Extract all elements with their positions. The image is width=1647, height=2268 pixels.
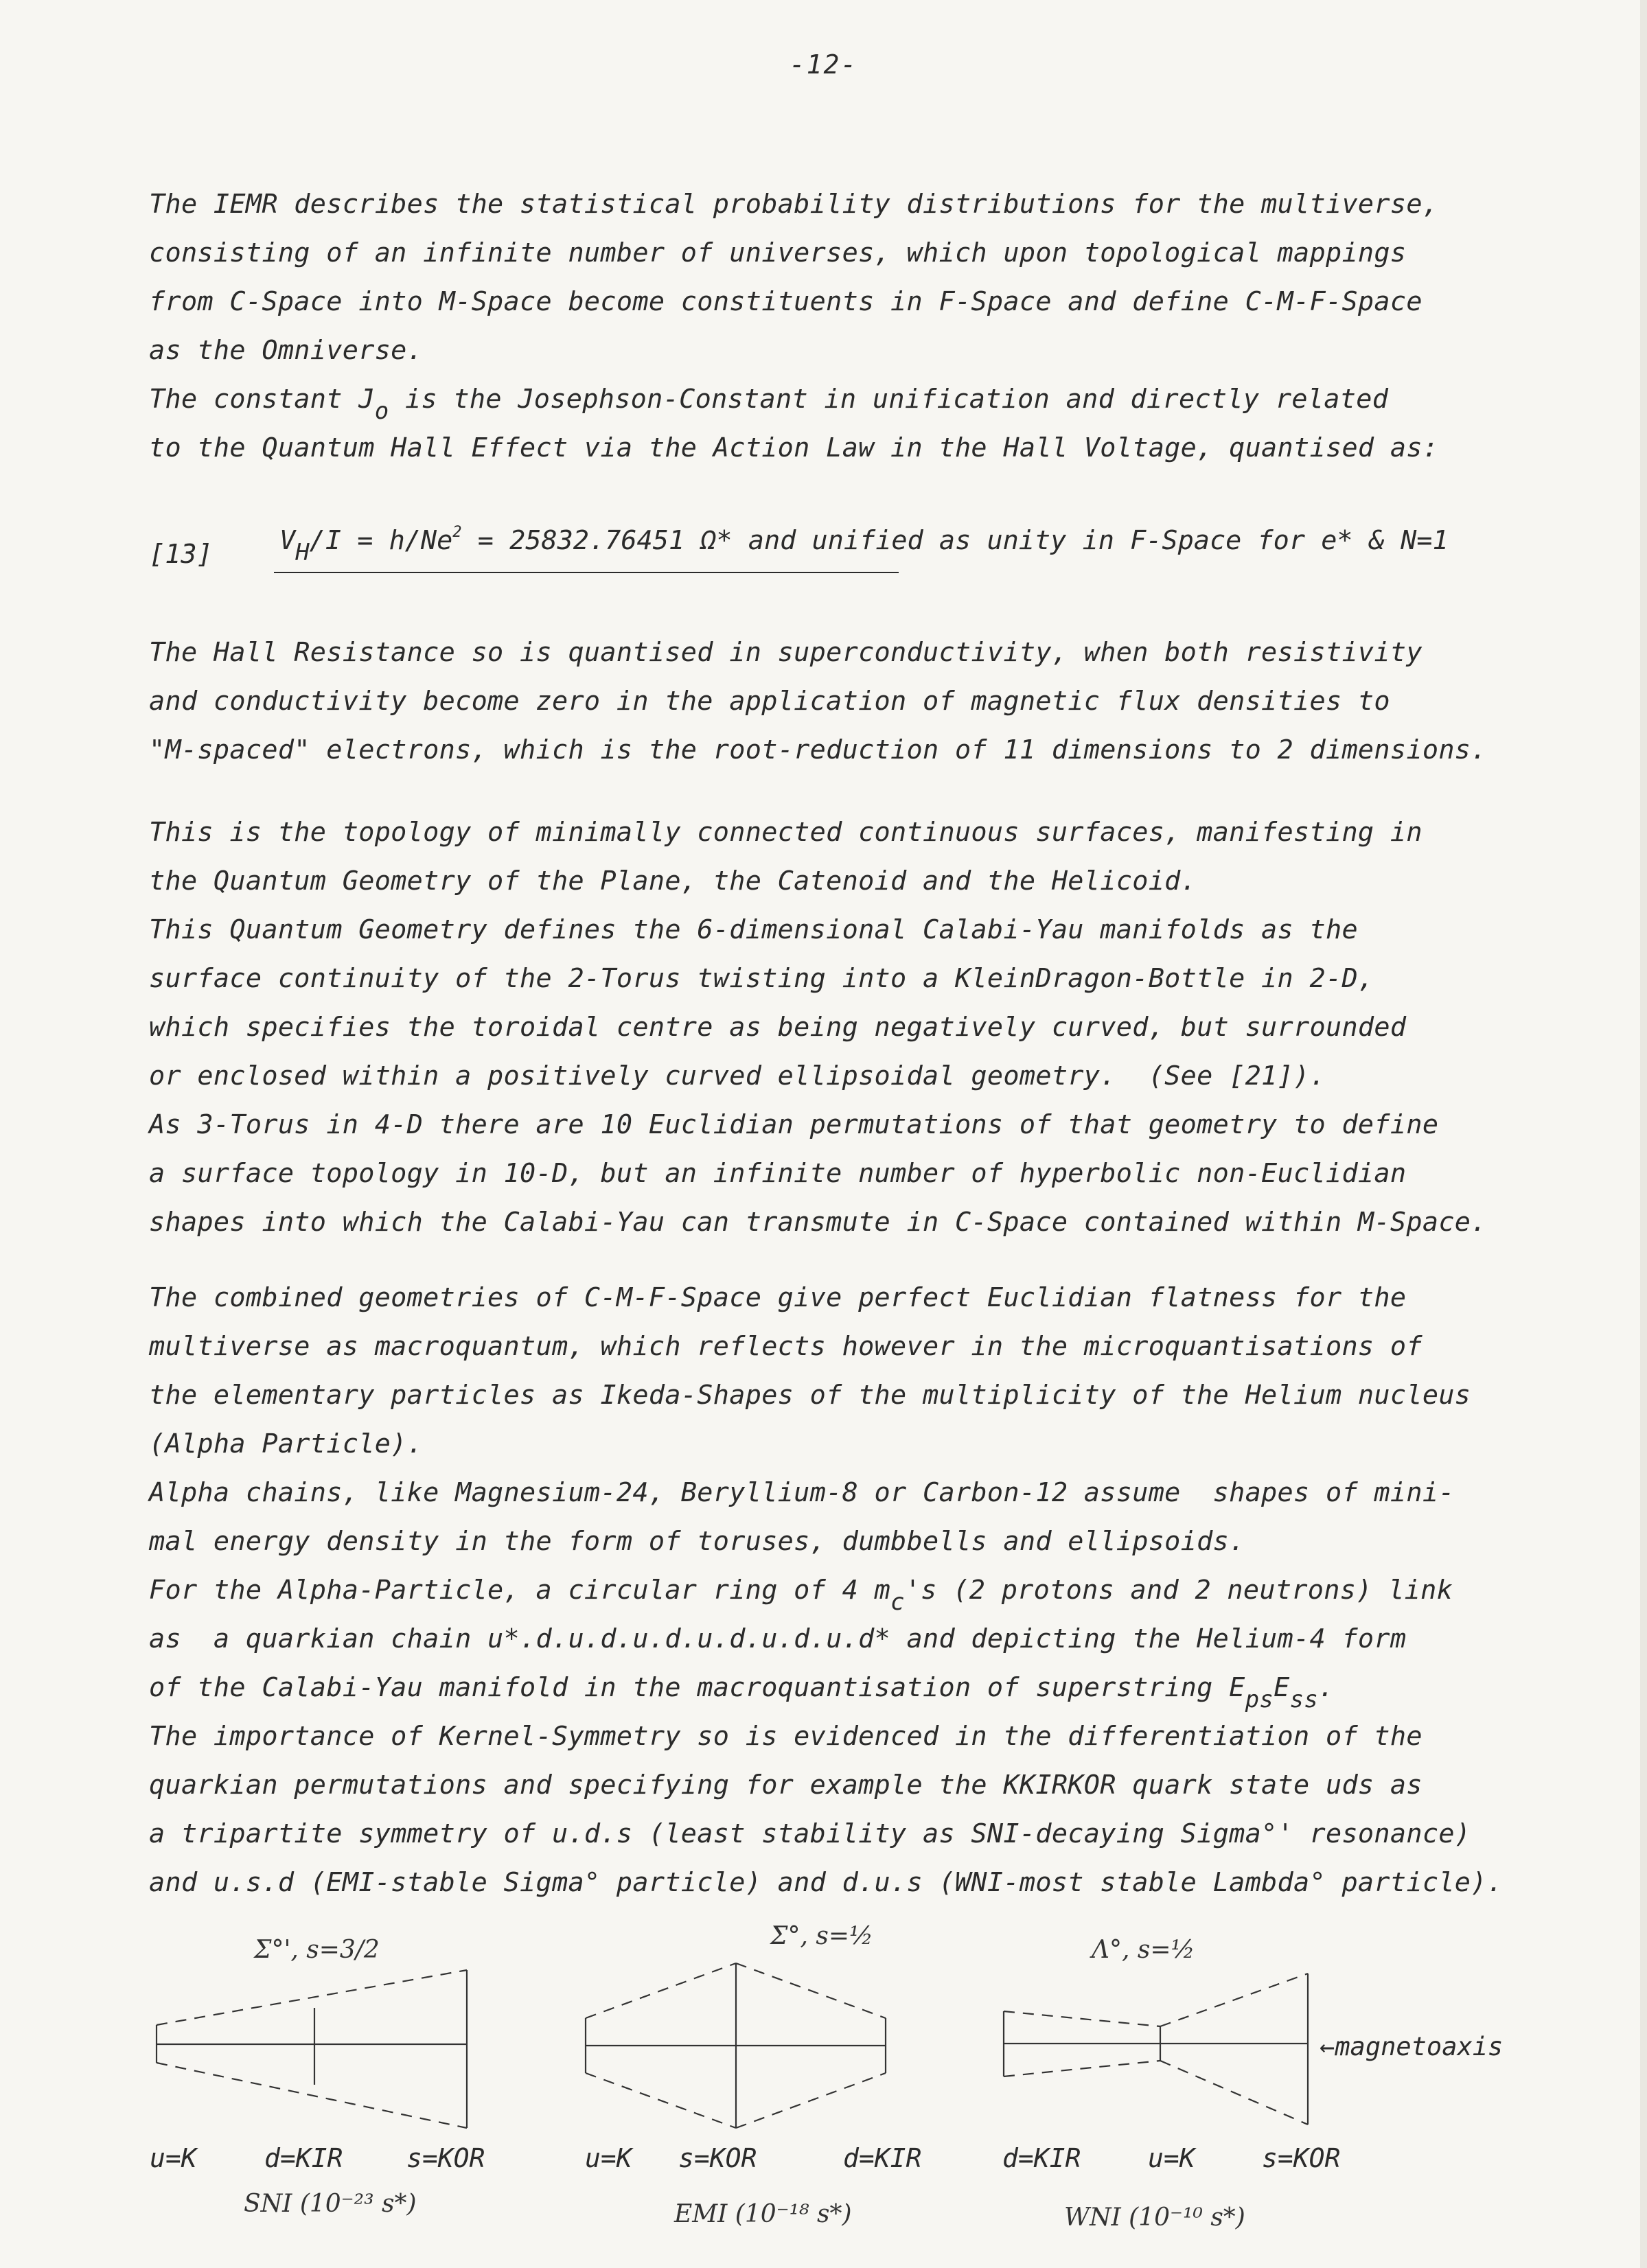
text-line-superstring: of the Calabi-Yau manifold in the macroquantisation of superstring $E_{ps}E_{ss}$. bbox=[149, 1672, 1335, 1713]
upper-left-boundary bbox=[1004, 2011, 1160, 2026]
text-line: which specifies the toroidal centre as being negatively curved, but surrounded bbox=[149, 1012, 1407, 1043]
text-line: a surface topology in 10-D, but an infinite number of hyperbolic non-Euclidian bbox=[149, 1158, 1407, 1189]
text-line: The Hall Resistance so is quantised in superconductivity, when both resistivity bbox=[149, 637, 1423, 668]
paragraph-hall-resistance bbox=[149, 628, 1529, 774]
interaction-caption: EMI (10⁻¹⁸ s*) bbox=[674, 2200, 852, 2228]
quark-label: s=KOR bbox=[1262, 2143, 1341, 2173]
text-line: a tripartite symmetry of u.d.s (least stability as SNI-decaying Sigma°' resonance) bbox=[149, 1818, 1471, 1849]
upper-left-boundary bbox=[586, 1963, 736, 2018]
text-line: (Alpha Particle). bbox=[149, 1428, 424, 1459]
magnetoaxis-label: ←magnetoaxis bbox=[1320, 2032, 1504, 2061]
text-line: As 3-Torus in 4-D there are 10 Euclidian permutations of that geometry to define bbox=[149, 1109, 1439, 1140]
quark-label: u=K bbox=[150, 2143, 197, 2173]
lower-left-boundary bbox=[586, 2073, 736, 2128]
text-line: as a quarkian chain u*.d.u.d.u.d.u.d.u.d.u.d* and depicting the Helium-4 form bbox=[149, 1623, 1407, 1654]
text-line: consisting of an infinite number of universes, which upon topological mappings bbox=[149, 238, 1407, 268]
upper-right-boundary bbox=[736, 1963, 886, 2018]
upper-right-boundary bbox=[1160, 1974, 1308, 2026]
paragraph-topology bbox=[149, 808, 1529, 1247]
page-number: -12- bbox=[789, 49, 858, 80]
diagram-lambda bbox=[1004, 1974, 1308, 2125]
quark-label: d=KIR bbox=[1002, 2143, 1081, 2173]
paragraph-geometries bbox=[149, 1273, 1529, 1907]
text-line: "M-spaced" electrons, which is the root-reduction of 11 dimensions to 2 dimensions. bbox=[149, 734, 1487, 765]
upper-boundary bbox=[157, 1970, 467, 2025]
equation-number: [13] bbox=[149, 539, 213, 570]
text-line: multiverse as macroquantum, which reflects however in the microquantisations of bbox=[149, 1331, 1423, 1362]
lower-boundary bbox=[157, 2063, 467, 2128]
quark-label: d=KIR bbox=[264, 2143, 343, 2173]
text-line: mal energy density in the form of toruses, dumbbells and ellipsoids. bbox=[149, 1526, 1245, 1557]
text-line: and conductivity become zero in the application of magnetic flux densities to bbox=[149, 686, 1390, 717]
interaction-caption: WNI (10⁻¹⁰ s*) bbox=[1064, 2203, 1245, 2232]
text-line: This is the topology of minimally connected continuous surfaces, manifesting in bbox=[149, 817, 1423, 848]
interaction-caption: SNI (10⁻²³ s*) bbox=[244, 2190, 417, 2218]
text-line: quarkian permutations and specifying for example the KKIRKOR quark state uds as bbox=[149, 1770, 1423, 1801]
text-line: or enclosed within a positively curved ellipsoidal geometry. (See [21]). bbox=[149, 1061, 1326, 1091]
text-line: the Quantum Geometry of the Plane, the Catenoid and the Helicoid. bbox=[149, 866, 1197, 896]
text-line: the elementary particles as Ikeda-Shapes of the multiplicity of the Helium nucleus bbox=[149, 1380, 1471, 1411]
diagram-title: Σ°', s=3/2 bbox=[254, 1936, 380, 1964]
lower-right-boundary bbox=[1160, 2061, 1308, 2125]
text-line: surface continuity of the 2-Torus twisting into a KleinDragon-Bottle in 2-D, bbox=[149, 963, 1374, 994]
lower-right-boundary bbox=[736, 2073, 886, 2128]
paragraph-iemr bbox=[149, 180, 1529, 472]
text-line: Alpha chains, like Magnesium-24, Beryllium-8 or Carbon-12 assume shapes of mini- bbox=[149, 1477, 1455, 1508]
text-line-alpha-ring: For the Alpha-Particle, a circular ring of 4 $m_c's$ (2 protons and 2 neutrons) link bbox=[149, 1575, 1453, 1616]
text-line: and u.s.d (EMI-stable Sigma° particle) and d.u.s (WNI-most stable Lambda° particle). bbox=[149, 1867, 1504, 1898]
text-line: as the Omniverse. bbox=[149, 335, 424, 366]
equation-body: $V_H/I = h/Ne^2 = 25832.76451$ Ω* and unified as unity in F-Space for e* & N=1 bbox=[279, 524, 1449, 566]
diagram-title: Σ°, s=½ bbox=[770, 1922, 873, 1950]
lower-left-boundary bbox=[1004, 2061, 1160, 2076]
text-line: The IEMR describes the statistical probability distributions for the multiverse, bbox=[149, 189, 1439, 220]
quark-label: u=K bbox=[585, 2143, 632, 2173]
quark-label: d=KIR bbox=[843, 2143, 922, 2173]
quark-symmetry-diagrams bbox=[0, 1908, 1647, 2265]
text-line: shapes into which the Calabi-Yau can transmute in C-Space contained within M-Space. bbox=[149, 1207, 1487, 1238]
text-line: The combined geometries of C-M-F-Space give perfect Euclidian flatness for the bbox=[149, 1282, 1407, 1313]
diagram-sigma bbox=[586, 1963, 886, 2128]
quark-label: s=KOR bbox=[678, 2143, 757, 2173]
text-line: from C-Space into M-Space become constituents in F-Space and define C-M-F-Space bbox=[149, 286, 1423, 317]
text-line: The importance of Kernel-Symmetry so is evidenced in the differentiation of the bbox=[149, 1721, 1423, 1752]
diagram-title: Λ°, s=½ bbox=[1092, 1936, 1195, 1964]
text-line: to the Quantum Hall Effect via the Action Law in the Hall Voltage, quantised as: bbox=[149, 432, 1439, 463]
text-line: This Quantum Geometry defines the 6-dimensional Calabi-Yau manifolds as the bbox=[149, 914, 1358, 945]
equation-underline bbox=[274, 572, 899, 573]
quark-label: u=K bbox=[1148, 2143, 1195, 2173]
quark-label: s=KOR bbox=[406, 2143, 485, 2173]
equation-13 bbox=[149, 518, 1529, 587]
diagram-sigma-prime bbox=[157, 1970, 467, 2128]
text-line-josephson: The constant $J_o$ is the Josephson-Constant in unification and directly related bbox=[149, 384, 1389, 425]
